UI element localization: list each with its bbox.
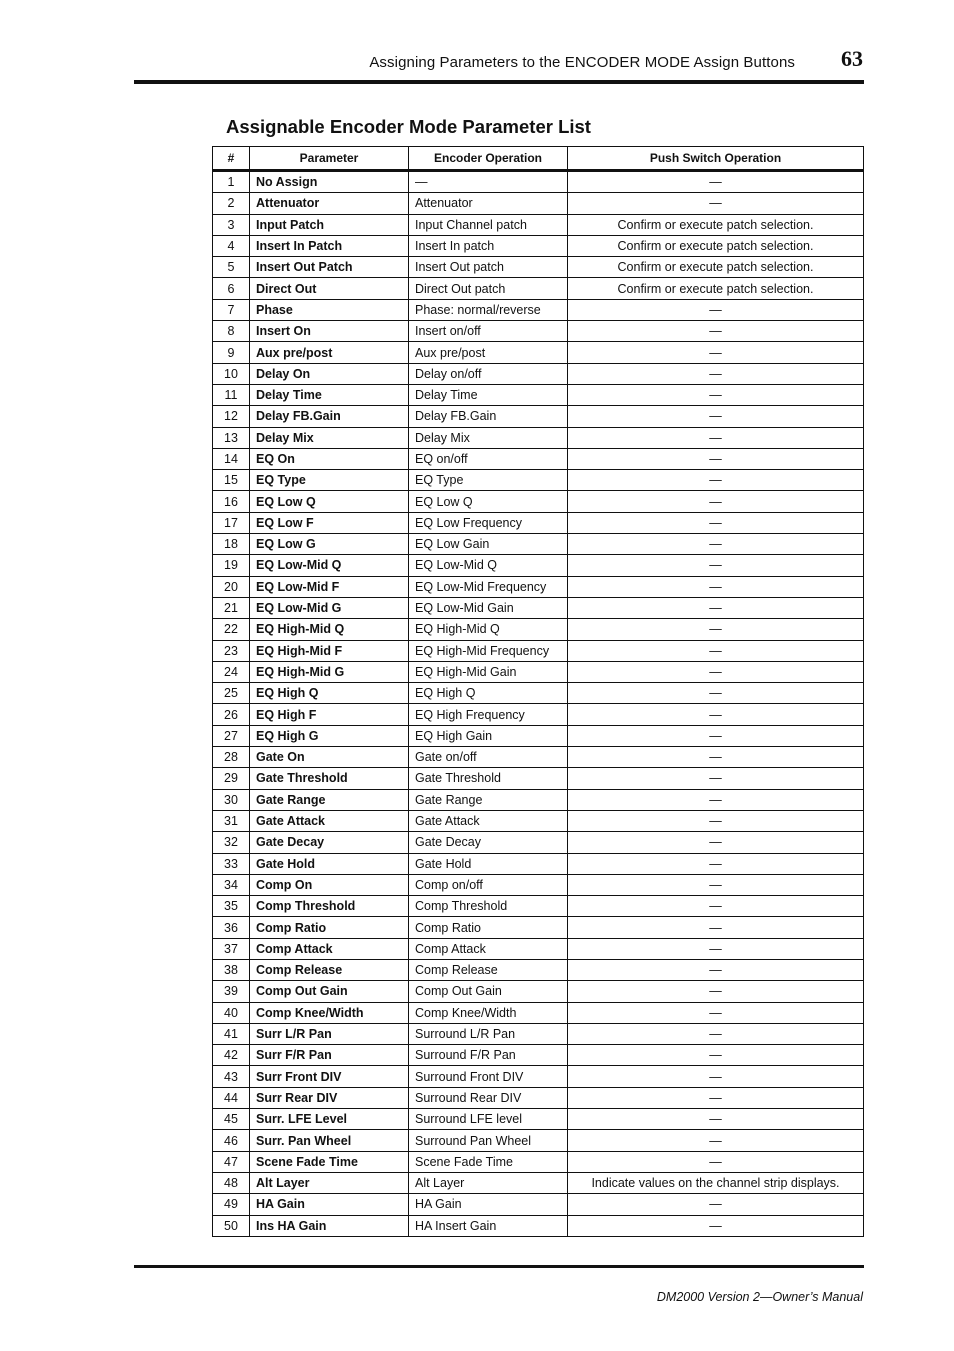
push-switch-operation: — [568, 959, 864, 980]
table-row [213, 363, 864, 384]
row-number: 31 [213, 810, 250, 831]
encoder-operation: Surround Rear DIV [409, 1087, 568, 1108]
table-row [213, 427, 864, 448]
parameter-name: Comp Ratio [250, 917, 409, 938]
row-number: 32 [213, 832, 250, 853]
parameter-name: Comp Attack [250, 938, 409, 959]
push-switch-operation: — [568, 917, 864, 938]
row-number: 15 [213, 470, 250, 491]
parameter-name: Insert Out Patch [250, 257, 409, 278]
table-body [213, 171, 864, 1237]
push-switch-operation: — [568, 1151, 864, 1172]
table-row [213, 214, 864, 235]
encoder-operation: Alt Layer [409, 1172, 568, 1193]
table-row [213, 470, 864, 491]
push-switch-operation: — [568, 853, 864, 874]
parameter-name: EQ Low-Mid G [250, 597, 409, 618]
encoder-operation: Delay Time [409, 384, 568, 405]
table-row [213, 832, 864, 853]
encoder-operation: EQ High-Mid Frequency [409, 640, 568, 661]
encoder-operation: Aux pre/post [409, 342, 568, 363]
encoder-operation: Gate Decay [409, 832, 568, 853]
encoder-operation: Input Channel patch [409, 214, 568, 235]
encoder-operation: Delay FB.Gain [409, 406, 568, 427]
row-number: 20 [213, 576, 250, 597]
table-row [213, 257, 864, 278]
parameter-name: EQ High Q [250, 683, 409, 704]
push-switch-operation: — [568, 470, 864, 491]
encoder-operation: EQ High Gain [409, 725, 568, 746]
push-switch-operation: — [568, 1045, 864, 1066]
table-header-row [213, 147, 864, 171]
parameter-name: Comp Release [250, 959, 409, 980]
table-row [213, 768, 864, 789]
push-switch-operation: — [568, 384, 864, 405]
parameter-name: Gate Attack [250, 810, 409, 831]
parameter-name: Comp Threshold [250, 896, 409, 917]
encoder-operation: Surround L/R Pan [409, 1023, 568, 1044]
encoder-operation: EQ High Q [409, 683, 568, 704]
encoder-operation: Comp Out Gain [409, 981, 568, 1002]
push-switch-operation: — [568, 683, 864, 704]
parameter-table [212, 146, 864, 1237]
table-row [213, 342, 864, 363]
push-switch-operation: — [568, 1130, 864, 1151]
row-number: 33 [213, 853, 250, 874]
section-title: Assignable Encoder Mode Parameter List [226, 116, 591, 137]
table-row [213, 1087, 864, 1108]
table-row [213, 1130, 864, 1151]
table-row [213, 193, 864, 214]
column-header-parameter: Parameter [250, 147, 409, 171]
row-number: 29 [213, 768, 250, 789]
row-number: 3 [213, 214, 250, 235]
parameter-name: Attenuator [250, 193, 409, 214]
table-row [213, 1045, 864, 1066]
row-number: 38 [213, 959, 250, 980]
push-switch-operation: — [568, 938, 864, 959]
parameter-name: Surr Front DIV [250, 1066, 409, 1087]
parameter-name: Surr. Pan Wheel [250, 1130, 409, 1151]
encoder-operation: Surround Front DIV [409, 1066, 568, 1087]
table-row [213, 853, 864, 874]
encoder-operation: Delay on/off [409, 363, 568, 384]
push-switch-operation: — [568, 1023, 864, 1044]
encoder-operation: EQ High Frequency [409, 704, 568, 725]
push-switch-operation: — [568, 661, 864, 682]
table-row [213, 938, 864, 959]
row-number: 17 [213, 512, 250, 533]
encoder-operation: EQ Low-Mid Frequency [409, 576, 568, 597]
encoder-operation: EQ High-Mid Q [409, 619, 568, 640]
table-row [213, 278, 864, 299]
row-number: 5 [213, 257, 250, 278]
encoder-operation: Gate Attack [409, 810, 568, 831]
page-header-title: Assigning Parameters to the ENCODER MODE Assign Buttons [369, 54, 795, 71]
parameter-name: EQ Low-Mid F [250, 576, 409, 597]
parameter-name: Gate Decay [250, 832, 409, 853]
parameter-name: EQ Low F [250, 512, 409, 533]
encoder-operation: EQ on/off [409, 448, 568, 469]
encoder-operation: EQ Low-Mid Gain [409, 597, 568, 618]
row-number: 28 [213, 747, 250, 768]
row-number: 44 [213, 1087, 250, 1108]
table-row [213, 555, 864, 576]
encoder-operation: Surround LFE level [409, 1109, 568, 1130]
parameter-name: Gate Threshold [250, 768, 409, 789]
row-number: 36 [213, 917, 250, 938]
footer-manual-title: DM2000 Version 2—Owner’s Manual [656, 1290, 863, 1304]
push-switch-operation: — [568, 725, 864, 746]
row-number: 16 [213, 491, 250, 512]
push-switch-operation: — [568, 363, 864, 384]
encoder-operation: Insert In patch [409, 235, 568, 256]
push-switch-operation: — [568, 534, 864, 555]
parameter-name: EQ Low-Mid Q [250, 555, 409, 576]
row-number: 27 [213, 725, 250, 746]
push-switch-operation: — [568, 171, 864, 193]
table-row [213, 171, 864, 193]
push-switch-operation: — [568, 896, 864, 917]
parameter-name: Comp On [250, 874, 409, 895]
row-number: 30 [213, 789, 250, 810]
row-number: 49 [213, 1194, 250, 1215]
encoder-operation: Surround Pan Wheel [409, 1130, 568, 1151]
push-switch-operation: — [568, 427, 864, 448]
parameter-name: Scene Fade Time [250, 1151, 409, 1172]
encoder-operation: Surround F/R Pan [409, 1045, 568, 1066]
encoder-operation: EQ Type [409, 470, 568, 491]
table-row [213, 1215, 864, 1236]
parameter-name: EQ High-Mid G [250, 661, 409, 682]
push-switch-operation: — [568, 768, 864, 789]
parameter-name: EQ Low Q [250, 491, 409, 512]
column-header-number: # [213, 147, 250, 171]
table-row [213, 512, 864, 533]
push-switch-operation: — [568, 789, 864, 810]
table-row [213, 534, 864, 555]
parameter-name: Gate On [250, 747, 409, 768]
encoder-operation: Direct Out patch [409, 278, 568, 299]
parameter-name: EQ High F [250, 704, 409, 725]
parameter-name: Phase [250, 299, 409, 320]
encoder-operation: Delay Mix [409, 427, 568, 448]
push-switch-operation: — [568, 512, 864, 533]
parameter-name: Surr L/R Pan [250, 1023, 409, 1044]
row-number: 6 [213, 278, 250, 299]
table-row [213, 747, 864, 768]
encoder-operation: EQ Low Frequency [409, 512, 568, 533]
table-row [213, 810, 864, 831]
parameter-name: Ins HA Gain [250, 1215, 409, 1236]
parameter-name: EQ High-Mid Q [250, 619, 409, 640]
encoder-operation: Gate Range [409, 789, 568, 810]
row-number: 39 [213, 981, 250, 1002]
row-number: 50 [213, 1215, 250, 1236]
push-switch-operation: — [568, 704, 864, 725]
table-row [213, 1066, 864, 1087]
encoder-operation: Comp on/off [409, 874, 568, 895]
push-switch-operation: — [568, 981, 864, 1002]
push-switch-operation: Confirm or execute patch selection. [568, 235, 864, 256]
parameter-name: Comp Knee/Width [250, 1002, 409, 1023]
push-switch-operation: — [568, 1194, 864, 1215]
row-number: 46 [213, 1130, 250, 1151]
push-switch-operation: Confirm or execute patch selection. [568, 214, 864, 235]
push-switch-operation: — [568, 1087, 864, 1108]
row-number: 8 [213, 321, 250, 342]
row-number: 4 [213, 235, 250, 256]
footer-rule [134, 1265, 864, 1268]
push-switch-operation: — [568, 1002, 864, 1023]
table-row [213, 384, 864, 405]
table-row [213, 1023, 864, 1044]
parameter-name: Delay Mix [250, 427, 409, 448]
push-switch-operation: — [568, 874, 864, 895]
header-rule [134, 80, 864, 84]
table-row [213, 725, 864, 746]
parameter-name: Aux pre/post [250, 342, 409, 363]
row-number: 9 [213, 342, 250, 363]
push-switch-operation: — [568, 193, 864, 214]
encoder-operation: Scene Fade Time [409, 1151, 568, 1172]
parameter-name: EQ On [250, 448, 409, 469]
push-switch-operation: — [568, 448, 864, 469]
row-number: 41 [213, 1023, 250, 1044]
parameter-name: EQ Low G [250, 534, 409, 555]
row-number: 12 [213, 406, 250, 427]
push-switch-operation: Confirm or execute patch selection. [568, 278, 864, 299]
push-switch-operation: — [568, 406, 864, 427]
parameter-name: Surr F/R Pan [250, 1045, 409, 1066]
row-number: 24 [213, 661, 250, 682]
encoder-operation: Gate Hold [409, 853, 568, 874]
row-number: 34 [213, 874, 250, 895]
table-row [213, 1194, 864, 1215]
push-switch-operation: — [568, 597, 864, 618]
encoder-operation: Comp Knee/Width [409, 1002, 568, 1023]
table-row [213, 1151, 864, 1172]
table-row [213, 1109, 864, 1130]
row-number: 2 [213, 193, 250, 214]
push-switch-operation: — [568, 810, 864, 831]
row-number: 43 [213, 1066, 250, 1087]
table-row [213, 299, 864, 320]
push-switch-operation: — [568, 1066, 864, 1087]
encoder-operation: — [409, 171, 568, 193]
row-number: 11 [213, 384, 250, 405]
table-row [213, 661, 864, 682]
table-row [213, 640, 864, 661]
row-number: 35 [213, 896, 250, 917]
encoder-operation: Gate Threshold [409, 768, 568, 789]
parameter-name: Comp Out Gain [250, 981, 409, 1002]
push-switch-operation: — [568, 555, 864, 576]
push-switch-operation: — [568, 342, 864, 363]
parameter-name: EQ High-Mid F [250, 640, 409, 661]
table-row [213, 576, 864, 597]
encoder-operation: EQ Low Q [409, 491, 568, 512]
encoder-operation: Comp Attack [409, 938, 568, 959]
row-number: 25 [213, 683, 250, 704]
push-switch-operation: — [568, 832, 864, 853]
table-row [213, 1002, 864, 1023]
parameter-name: Delay FB.Gain [250, 406, 409, 427]
table-row [213, 896, 864, 917]
row-number: 10 [213, 363, 250, 384]
row-number: 19 [213, 555, 250, 576]
row-number: 22 [213, 619, 250, 640]
encoder-operation: Comp Threshold [409, 896, 568, 917]
encoder-operation: Comp Ratio [409, 917, 568, 938]
parameter-name: Gate Hold [250, 853, 409, 874]
encoder-operation: EQ High-Mid Gain [409, 661, 568, 682]
row-number: 13 [213, 427, 250, 448]
table-row [213, 406, 864, 427]
row-number: 40 [213, 1002, 250, 1023]
parameter-name: Direct Out [250, 278, 409, 299]
encoder-operation: Insert Out patch [409, 257, 568, 278]
row-number: 47 [213, 1151, 250, 1172]
parameter-name: Surr Rear DIV [250, 1087, 409, 1108]
push-switch-operation: Indicate values on the channel strip displays. [568, 1172, 864, 1193]
row-number: 18 [213, 534, 250, 555]
column-header-push-switch-operation: Push Switch Operation [568, 147, 864, 171]
push-switch-operation: — [568, 299, 864, 320]
row-number: 37 [213, 938, 250, 959]
table-row [213, 235, 864, 256]
table-row [213, 789, 864, 810]
row-number: 23 [213, 640, 250, 661]
table-row [213, 704, 864, 725]
encoder-operation: HA Gain [409, 1194, 568, 1215]
row-number: 42 [213, 1045, 250, 1066]
push-switch-operation: Confirm or execute patch selection. [568, 257, 864, 278]
row-number: 7 [213, 299, 250, 320]
encoder-operation: Phase: normal/reverse [409, 299, 568, 320]
encoder-operation: Gate on/off [409, 747, 568, 768]
push-switch-operation: — [568, 491, 864, 512]
table-row [213, 959, 864, 980]
parameter-name: Alt Layer [250, 1172, 409, 1193]
push-switch-operation: — [568, 321, 864, 342]
table-row [213, 597, 864, 618]
table-row [213, 874, 864, 895]
push-switch-operation: — [568, 576, 864, 597]
parameter-name: EQ High G [250, 725, 409, 746]
parameter-name: Gate Range [250, 789, 409, 810]
table-row [213, 619, 864, 640]
row-number: 21 [213, 597, 250, 618]
row-number: 48 [213, 1172, 250, 1193]
table-row [213, 981, 864, 1002]
push-switch-operation: — [568, 1109, 864, 1130]
parameter-name: Surr. LFE Level [250, 1109, 409, 1130]
encoder-operation: Insert on/off [409, 321, 568, 342]
encoder-operation: EQ Low-Mid Q [409, 555, 568, 576]
parameter-name: Delay On [250, 363, 409, 384]
encoder-operation: Attenuator [409, 193, 568, 214]
column-header-encoder-operation: Encoder Operation [409, 147, 568, 171]
push-switch-operation: — [568, 640, 864, 661]
row-number: 14 [213, 448, 250, 469]
table-row [213, 491, 864, 512]
parameter-name: Input Patch [250, 214, 409, 235]
parameter-name: Insert On [250, 321, 409, 342]
table-row [213, 448, 864, 469]
table-row [213, 1172, 864, 1193]
parameter-name: Delay Time [250, 384, 409, 405]
parameter-name: HA Gain [250, 1194, 409, 1215]
push-switch-operation: — [568, 1215, 864, 1236]
row-number: 26 [213, 704, 250, 725]
encoder-operation: Comp Release [409, 959, 568, 980]
parameter-name: No Assign [250, 171, 409, 193]
table-row [213, 683, 864, 704]
page-number: 63 [841, 46, 863, 71]
encoder-operation: HA Insert Gain [409, 1215, 568, 1236]
push-switch-operation: — [568, 619, 864, 640]
parameter-name: EQ Type [250, 470, 409, 491]
table-row [213, 321, 864, 342]
push-switch-operation: — [568, 747, 864, 768]
row-number: 45 [213, 1109, 250, 1130]
parameter-name: Insert In Patch [250, 235, 409, 256]
row-number: 1 [213, 171, 250, 193]
encoder-operation: EQ Low Gain [409, 534, 568, 555]
table-row [213, 917, 864, 938]
